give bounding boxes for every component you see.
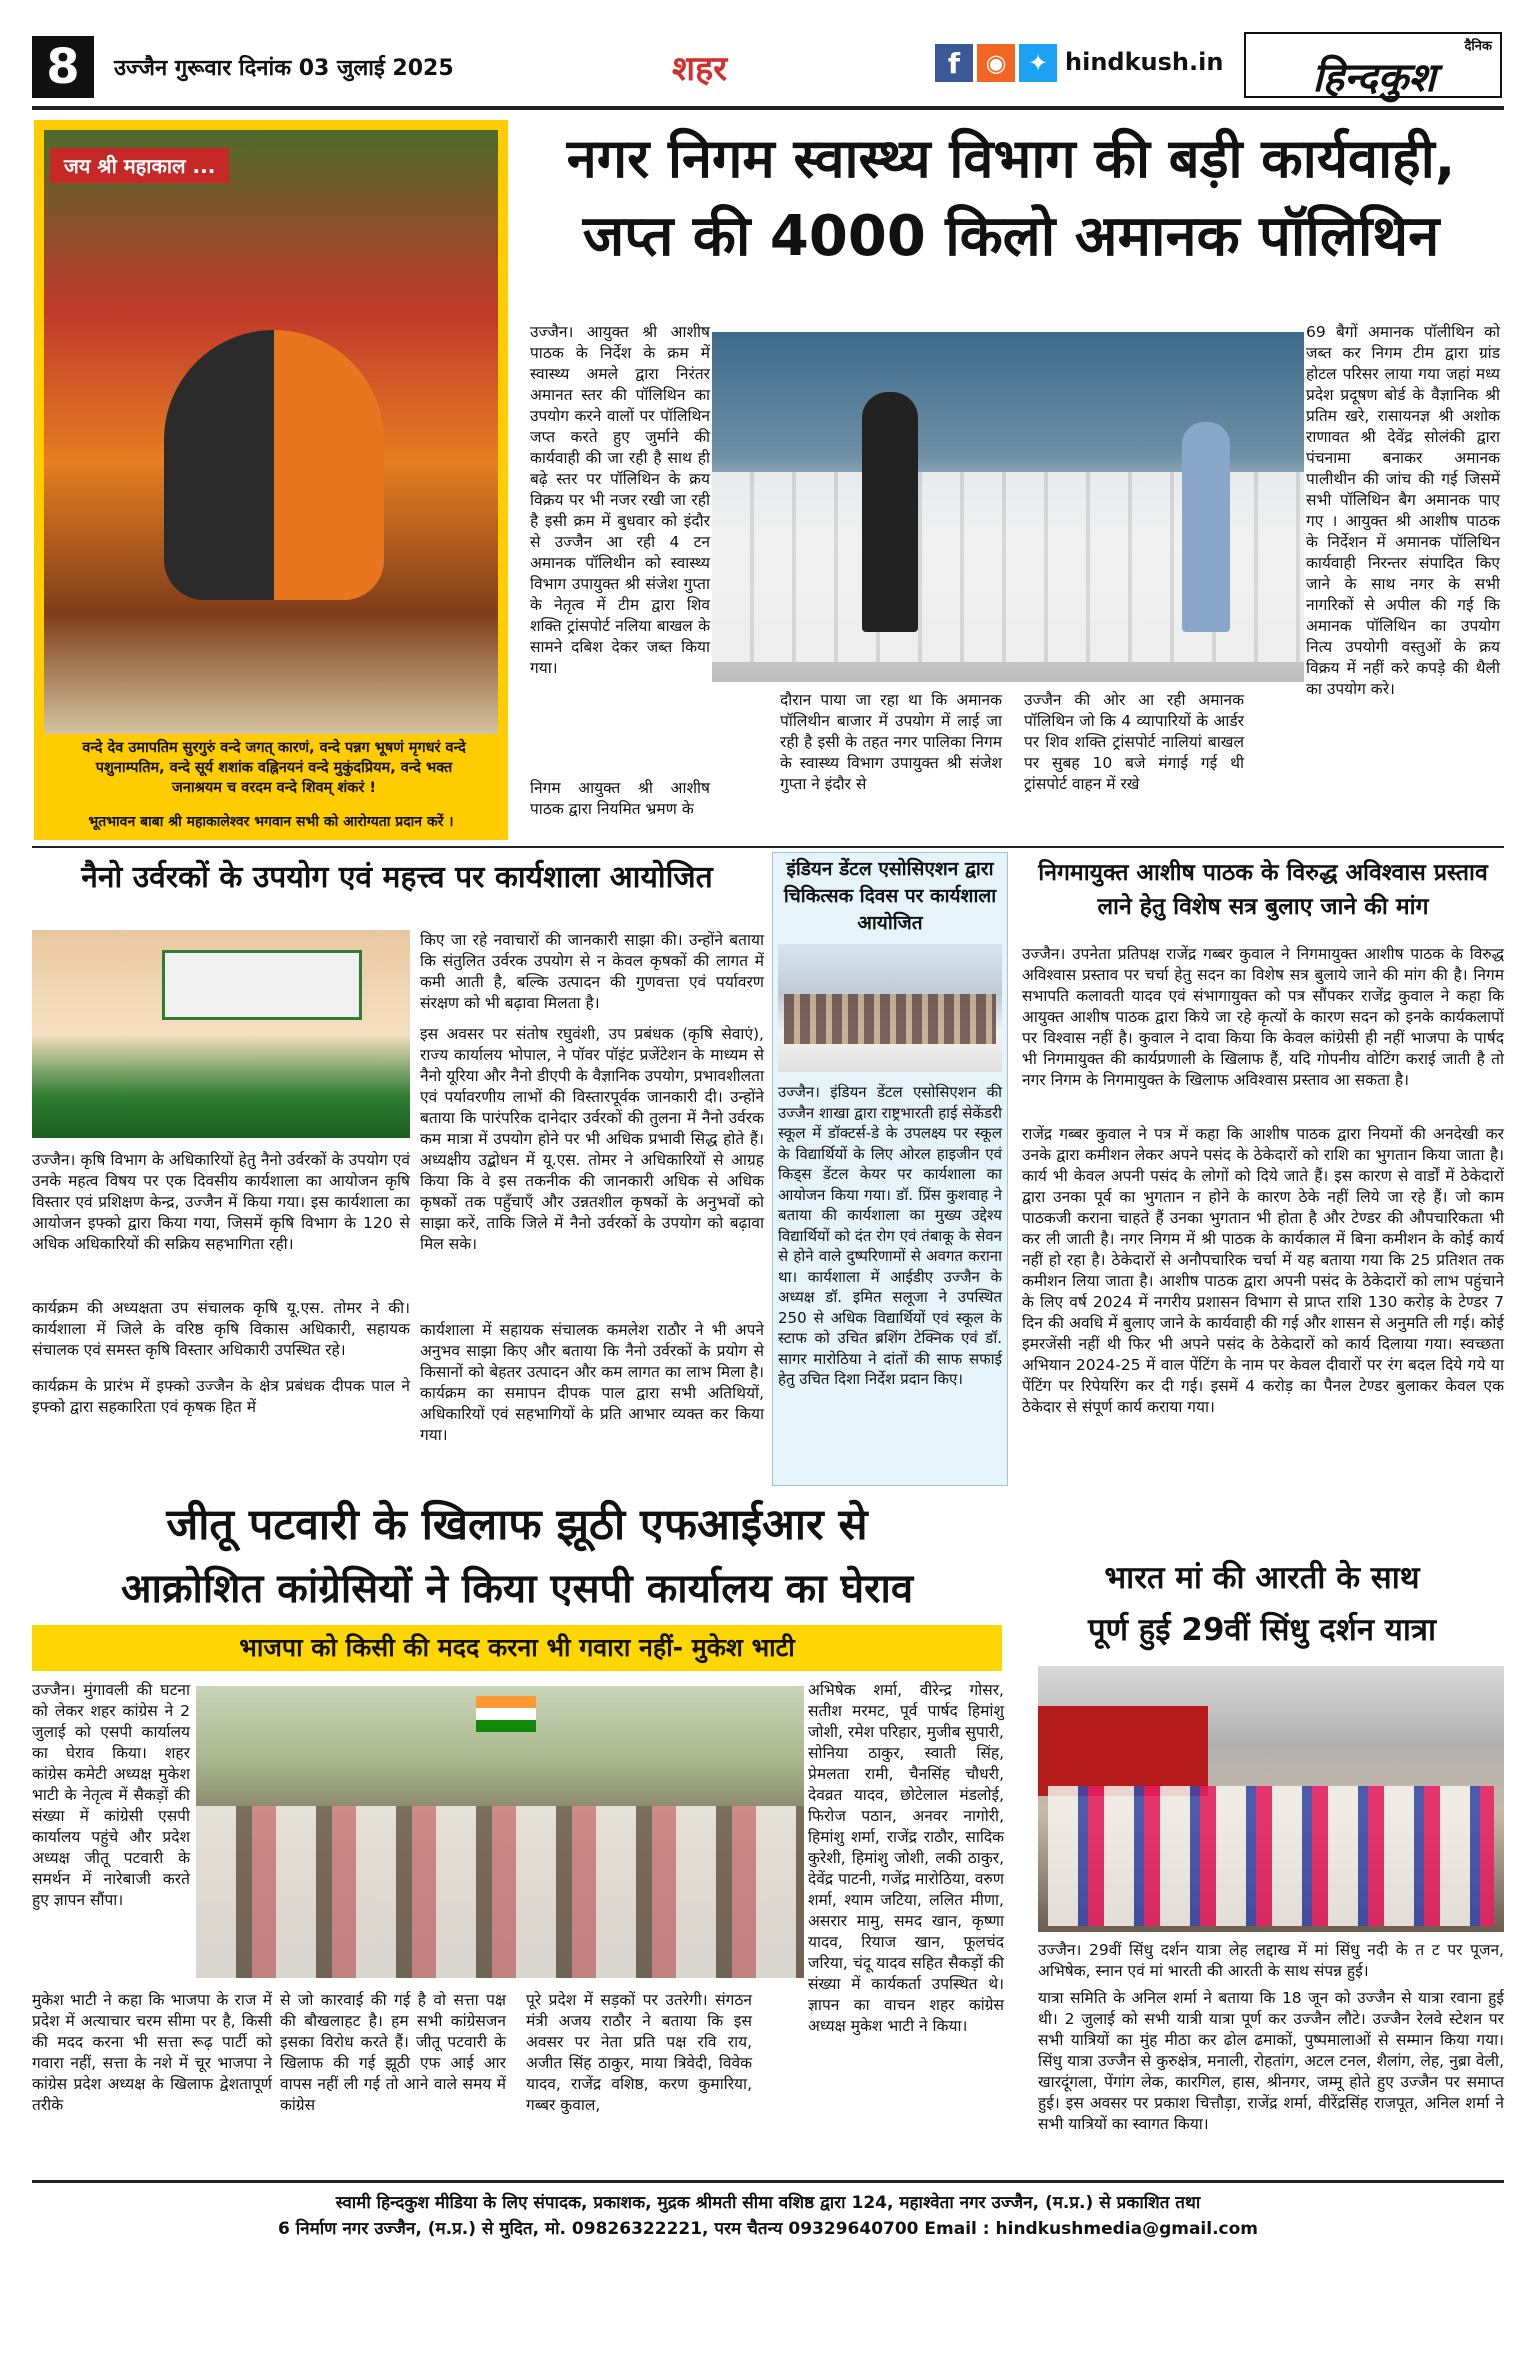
train-coach: [1038, 1706, 1208, 1796]
blessing-text: भूतभावन बाबा श्री महाकालेश्वर भगवान सभी को आरोग्यता प्रदान करें ।: [88, 814, 454, 830]
nano-p3: कार्यक्रम के प्रारंभ में इफ्को उज्जैन के क्षेत्र प्रबंधक दीपक पाल ने इफ्को द्वारा सहकारिता एवं कृषक हित में: [32, 1377, 410, 1416]
dateline: उज्जैन गुरूवार दिनांक 03 जुलाई 2025: [114, 56, 454, 81]
lead-col4: 69 बैगों अमानक पॉलीथिन को जब्त कर निगम टीम द्वारा ग्रांड होटल परिसर लाया गया जहां मध्य प्रदेश प्रदूषण बोर्ड के वैज्ञानिक श्री प्रतिम खरे, रासायनज्ञ श्री अशोक राणावत श्री देवेंद्र सोलंकी द्वारा पंचनामा बनाकर अमानक पालीथीन की जांच की गई जिसमें सभी पॉलिथिन बैग अमानक पाए गए । आयुक्त श्री आशीष पाठक के निर्देशन में अमानक पॉलिथिन कार्यवाही निरन्तर संपादित किए जाने के साथ नगर के सभी नागरिकों से अपील की गई कि अमानक पॉलिथिन का उपयोग नित्य उपयोगी वस्तुओं के क्रय विक्रय में नहीं करे कपड़े की थैली का उपयोग करे।: [1306, 323, 1500, 698]
jitu-c1b: मुकेश भाटी ने कहा कि भाजपा के राज में प्रदेश में अत्याचार चरम सीमा पर है, किसी की मदद करना भी सत्ता रूढ़ पार्टी को गवारा नहीं, सत्ता के नशे में चूर भाजपा ने कांग्रेस प्रदेश अध्यक्ष के खिलाफ द्वेशतापूर्ण तरीके: [32, 1991, 272, 2114]
page-number: 8: [32, 36, 94, 98]
lead-col1: उज्जैन। आयुक्त श्री आशीष पाठक के निर्देश के क्रम में स्वास्थ्य अमले द्वारा निरंतर अमानत स्तर की पॉलिथिन का उपयोग करने वालों पर पॉलिथिन जप्त करते हुए जुर्माने की कार्यवाही की जा रही है साथ ही बढ़े स्तर पर पॉलिथिन के क्रय विक्रय पर भी नजर रखी जा रही है इसी क्रम में बुधवार को इंदौर से उज्जैन आ रही 4 टन अमानक पॉलिथीन को स्वास्थ्य विभाग उपायुक्त श्री संजेश गुप्ता के नेतृत्व में टीम द्वारा शिव शक्ति ट्रांसपोर्ट नलिया बाखल के सामने दबिश देकर जब्त किया गया।: [530, 323, 710, 677]
sindhu-p1: उज्जैन। 29वीं सिंधु दर्शन यात्रा लेह लद्दाख में मां सिंधु नदी के त ट पर पूजन, अभिषेक, स्नान एवं मां भारती की आरती के साथ संपन्न हुई।: [1038, 1941, 1504, 1980]
masthead-rule: [32, 106, 1504, 110]
nano-headline: नैनो उर्वरकों के उपयोग एवं महत्त्व पर कार्यशाला आयोजित: [81, 860, 713, 895]
jitu-headline-1: जीतू पटवारी के खिलाफ झूठी एफआईआर से: [166, 1500, 868, 1550]
dental-group-photo: [778, 944, 1002, 1072]
nano-workshop-photo: [32, 930, 410, 1138]
protest-crowd: [196, 1806, 804, 1978]
rss-icon[interactable]: ◉: [977, 44, 1015, 82]
sindhu-headline-1: भारत मां की आरती के साथ: [1104, 1560, 1420, 1596]
jitu-c4: अभिषेक शर्मा, वीरेन्द्र गोसर, सतीश मरमट, पूर्व पार्षद हिमांशु जोशी, रमेश परिहार, मुजीब सुपारी, सोनिया ठाकुर, स्वाती सिंह, प्रेमलता रामी, चैनसिंह चौधरी, देवव्रत यादव, छोटेलाल मंडलोई, फिरोज पठान, अनवर नागोरी, हिमांशु शर्मा, राजेंद्र राठौर, सादिक कुरेशी, हिमांशु जोशी, लकी ठाकुर, देवेंद्र पाटनी, गजेंद्र मारोठिया, वरुण शर्मा, श्याम जटिया, ललित मीणा, असरार मामु, समद खान, कृष्णा यादव, रियाज खान, फूलचंद जरिया, चंदू यादव सहित सैकड़ों की संख्या में कार्यकर्ता उपस्थित थे। ज्ञापन का वाचन शहर कांग्रेस अध्यक्ष मुकेश भाटी ने किया।: [808, 1681, 1004, 2035]
website-link[interactable]: hindkush.in: [1065, 48, 1224, 76]
jitu-c1a: उज्जैन। मुंगावली की घटना को लेकर शहर कांग्रेस ने 2 जुलाई को एसपी कार्यालय का घेराव किया। शहर कांग्रेस कमेटी अध्यक्ष मुकेश भाटी के नेतृत्व में सैकड़ों की संख्या में कांग्रेसी एसपी कार्यालय पहुंचे और प्रदेश अध्यक्ष जीतू पटवारी के समर्थन में नारेबाजी करते हुए ज्ञापन सौंपा।: [32, 1681, 190, 1909]
mahakal-photo: [44, 130, 498, 734]
lead-col3: उज्जैन की ओर आ रही अमानक पॉलिथिन जो कि 4 व्यापारियों के आर्डर पर शिव शक्ति ट्रांसपोर्ट नालियां बाखल पर सुबह 10 बजे मंगाई गई थी ट्रांसपोर्ट वाहन में रखे: [1024, 691, 1244, 793]
flag-icon: [476, 1696, 536, 1732]
official-figure: [1182, 422, 1230, 632]
shlok-text: वन्दे देव उमापतिम सुरगुरुं वन्दे जगत् कारणं, वन्दे पन्नग भूषणं मृगधरं वन्दे पशुनाम्पतिम, वन्दे सूर्य शशांक वह्निनयनं वन्दे मुकुंदप्रियम, वन्दे भक्त जनाश्रयम च वरदम वन्दे शिवम् शंकरं !: [82, 740, 466, 796]
twitter-icon[interactable]: ✦: [1019, 44, 1057, 82]
crowd: [784, 994, 996, 1044]
nano-p5: इस अवसर पर संतोष रघुवंशी, उप प्रबंधक (कृषि सेवाएं), राज्य कार्यालय भोपाल, ने पॉवर पॉइंट प्रजेंटेशन के माध्यम से नैनो यूरिया और नैनो डीएपी के वैज्ञानिक उपयोग, प्रभावशीलता एवं पर्यावरणीय लाभों की विस्तारपूर्वक जानकारी दी। उन्होंने बताया कि पारंपरिक दानेदार उर्वरकों की तुलना में नैनो उर्वरक कम मात्रा में उपयोग होने पर भी अधिक प्रभावी सिद्ध होते हैं। अध्यक्षीय उद्बोधन में यू.एस. तोमर ने अधिकारियों से आग्रह किया कि वे इस तकनीक की जानकारी अधिक से अधिक कृषकों तक पहुँचाएँ और उन्नतशील कृषकों के अनुभवों को साझा करें, ताकि जिले में नैनो उर्वरकों के उपयोग को बढ़ावा मिल सके।: [420, 1025, 764, 1253]
nano-p4: किए जा रहे नवाचारों की जानकारी साझा की। उन्होंने बताया कि संतुलित उर्वरक उपयोग से न केवल कृषकों की लागत में कमी आती है, बल्कि उत्पादन की गुणवत्ता एवं पर्यावरण संरक्षण को भी बढ़ावा मिलता है।: [420, 931, 764, 1012]
lead-col2: दौरान पाया जा रहा था कि अमानक पॉलिथीन बाजार में उपयोग में लाई जा रही है इसी के तहत नगर पालिका निगम के स्वास्थ्य विभाग उपायुक्त श्री संजेश गुप्ता ने इंदौर से: [780, 691, 1002, 793]
lead-headline-1: नगर निगम स्वास्थ्य विभाग की बड़ी कार्यवाही,: [566, 127, 1456, 190]
dental-headline: इंडियन डेंटल एसोसिएशन द्वारा चिकित्सक दिवस पर कार्यशाला आयोजित: [783, 858, 997, 934]
polythene-seizure-photo: [712, 332, 1304, 682]
yatra-station-photo: [1038, 1666, 1504, 1932]
dental-body: उज्जैन। इंडियन डेंटल एसोसिएशन की उज्जैन शाखा द्वारा राष्ट्रभारती हाई सेकेंडरी स्कूल में डॉक्टर्स-डे के उपलक्ष्य पर स्कूल के विद्यार्थियों के लिए ओरल हाइजीन एवं किड्स डेंटल केयर पर कार्यशाला का आयोजन किया गया। डॉ. प्रिंस कुशवाह ने बताया की कार्यशाला का मुख्य उद्देश्य विद्यार्थियों को दंत रोग एवं तंबाकू के सेवन से होने वाले दुष्परिणामों से अवगत कराना था। कार्यशाला में आईडीए उज्जैन के अध्यक्ष डॉ. इमित सलूजा ने उपस्थित 250 से अधिक विद्यार्थियों एवं स्कूल के स्टाफ को उचित ब्रशिंग टेक्निक एवं डॉ. सागर मारोठिया ने दांतों की साफ सफाई हेतु उचित दिशा निर्देश प्रदान किए।: [778, 1083, 1002, 1388]
brand-small: दैनिक: [1464, 39, 1492, 54]
nano-p2: कार्यक्रम की अध्यक्षता उप संचालक कृषि यू.एस. तोमर ने की। कार्यशाला में जिले के वरिष्ठ कृषि विकास अधिकारी, सहायक संचालक एवं समस्त कृषि विस्तार अधिकारी उपस्थित रहे।: [32, 1299, 410, 1359]
brand-logo: हिन्दकुश: [1312, 54, 1436, 101]
nigam-headline: निगमायुक्त आशीष पाठक के विरुद्ध अविश्वास प्रस्ताव लाने हेतु विशेष सत्र बुलाए जाने की मांग: [1038, 860, 1488, 920]
jitu-c2: से जो कारवाई की गई है वो सत्ता पक्ष की बौखलाहट है। हम सभी कांग्रेसजन इसका विरोध करते हैं। जीतू पटवारी के खिलाफ की गई झूठी एफ आई आर वापस नहीं ली गई तो आने वाले समय में कांग्रेस: [280, 1991, 506, 2114]
pilgrims-group: [1048, 1786, 1494, 1926]
mahakal-tag: जय श्री महाकाल ...: [50, 148, 229, 183]
mahakal-box: [34, 120, 508, 840]
masthead: [32, 30, 1504, 104]
lead-col1b: निगम आयुक्त श्री आशीष पाठक द्वारा नियमित भ्रमण के: [530, 779, 710, 818]
nigam-p1: उज्जैन। उपनेता प्रतिपक्ष राजेंद्र गब्बर कुवाल ने निगमायुक्त आशीष पाठक के विरुद्ध अविश्वास प्रस्ताव पर चर्चा हेतु सदन का विशेष सत्र बुलाये जाने की मांग की है। निगम सभापति कलावती यादव एवं संभागायुक्त को पत्र सौंपकर राजेंद्र कुवाल ने कहा कि आयुक्त आशीष पाठक द्वारा किये जा रहे कृत्यों के कारण सदन को इनके कार्यकलापों पर विश्वास नहीं है। कुवाल ने दावा किया कि केवल कांग्रेसी ही नहीं भाजपा के पार्षद भी निगमायुक्त की कार्यप्रणाली के खिलाफ हैं, यदि गोपनीय वोटिंग कराई जाती है तो नगर निगम के निगमायुक्त के खिलाफ अविश्वास प्रस्ताव आ सकता है।: [1022, 945, 1504, 1089]
lead-headline-2: जप्त की 4000 किलो अमानक पॉलिथिन: [582, 204, 1440, 269]
footer-rule: [32, 2180, 1504, 2183]
stage-banner: [162, 950, 362, 1020]
sindhu-p2: यात्रा समिति के अनिल शर्मा ने बताया कि 18 जून को उज्जैन से यात्रा रवाना हुई थी। 2 जुलाई को सभी यात्री यात्रा पूर्ण कर उज्जैन लौटे। उज्जैन रेलवे स्टेशन पर सभी यात्रियों का मुंह मीठा कर ढोल ढमाकों, पुष्पमालाओं से सम्मान किया गया। सिंधु यात्रा उज्जैन से कुरुक्षेत्र, मनाली, रोहतांग, अटल टनल, शैलांग, लेह, नुब्रा वेली, खारदूंगला, पेंगांग लेक, कारगिल, हास, श्रीनगर, जम्मू होते हुए उज्जैन पर समाप्त हुई। इस अवसर पर प्रकाश चित्तौड़ा, राजेंद्र शर्मा, वीरेंद्रसिंह राजपूत, अनिल शर्मा ने सभी यात्रियों का स्वागत किया।: [1038, 1989, 1504, 2133]
shivling-face: [164, 330, 384, 600]
jitu-subhead: भाजपा को किसी की मदद करना भी गवारा नहीं- मुकेश भाटी: [32, 1625, 1002, 1671]
jitu-headline-2: आक्रोशित कांग्रेसियों ने किया एसपी कार्यालय का घेराव: [120, 1566, 914, 1612]
jitu-c3: पूरे प्रदेश में सड़कों पर उतरेगी। संगठन मंत्री अजय राठौर ने बताया कि इस अवसर पर नेता प्रति पक्ष रवि राय, अजीत सिंह ठाकुर, माया त्रिवेदी, विवेक यादव, राजेंद्र वशिष्ठ, करण कुमारिया, गब्बर कुवाल,: [526, 1991, 752, 2114]
section-name: शहर: [672, 49, 728, 89]
divider: [32, 846, 1504, 848]
nigam-p2: राजेंद्र गब्बर कुवाल ने पत्र में कहा कि आशीष पाठक द्वारा नियमों की अनदेखी कर उनके द्वारा कमीशन लेकर अपने पसंद के ठेकेदारों को राशि का भुगतान किया जाता है। कार्य भी केवल अपनी पसंद के लोगों को दिये जाते हैं। इस कारण से वार्डों में ठेकेदारों द्वारा उनका पूर्व का भुगतान न होने के कारण ठेके नहीं लिये जा रहे हैं। जो काम पाठकजी कराना चाहते हैं उनका भुगतान भी होता है और टेण्डर की औपचारिकता भी कर ली जाती है। नगर निगम में श्री पाठक के कार्यकाल में बिना कमीशन के कोई कार्य नहीं हो रहा है। ठेकेदारों से अनौपचारिक चर्चा में यह बताया गया कि 25 प्रतिशत तक कमीशन लिया जाता है। आशीष पाठक द्वारा अपनी पसंद के ठेकेदारों को लाभ पहुंचाने के लिए वर्ष 2024 में नगरीय प्रशासन विभाग से प्राप्त राशि 130 करोड़ के टेण्डर 7 दिन की अवधि में बुलाए जाने के कार्यवाही की गई और शासन से अनुमति ली गई। कोई इमरजेंसी नहीं थी फिर भी अपने पसंद के ठेकेदारों को कार्य दिलाया गया। स्वच्छता अभियान 2024-25 में वाल पेंटिंग के नाम पर केवल दीवारों पर रंग बदल दिये गये या पेंटिंग पर रिपेयरिंग कर दी गई। इसमें 4 करोड़ का पैनल टेण्डर बुलाकर केवल एक ठेकेदार से संपूर्ण कार्य कराया गया।: [1022, 1125, 1504, 1416]
official-figure: [862, 392, 918, 632]
nano-p1: उज्जैन। कृषि विभाग के अधिकारियों हेतु नैनो उर्वरकों के उपयोग एवं उनके महत्व विषय पर एक दिवसीय कार्यशाला का आयोजन कृषि विस्तार एवं प्रशिक्षण केन्द्र, उज्जैन में किया गया। इस कार्यशाला का आयोजन इफ्को द्वारा किया गया, जिसमें कृषि विभाग के 120 से अधिक अधिकारियों की सक्रिय सहभागिता रही।: [32, 1151, 410, 1253]
nano-p6: कार्यशाला में सहायक संचालक कमलेश राठौर ने भी अपने अनुभव साझा किए और बताया कि नैनो उर्वरकों के प्रयोग से किसानों को बेहतर उत्पादन और कम लागत का लाभ मिला है। कार्यक्रम का समापन दीपक पाल द्वारा सभी अतिथियों, अधिकारियों एवं सहभागियों के प्रति आभार व्यक्त कर किया गया।: [420, 1321, 764, 1444]
facebook-icon[interactable]: f: [935, 44, 973, 82]
sindhu-headline-2: पूर्ण हुई 29वीं सिंधु दर्शन यात्रा: [1087, 1612, 1436, 1648]
footer-line-1: स्वामी हिन्दकुश मीडिया के लिए संपादक, प्रकाशक, मुद्रक श्रीमती सीमा वशिष्ठ द्वारा 124, महाश्वेता नगर उज्जैन, (म.प्र.) से प्रकाशित तथा: [335, 2193, 1201, 2213]
footer-line-2: 6 निर्माण नगर उज्जैन, (म.प्र.) से मुदित, मो. 09826322221, परम चैतन्य 09329640700 Email : hindkushmedia@gmail.com: [278, 2219, 1258, 2239]
protest-photo: [196, 1686, 804, 1978]
brand-box: [1244, 32, 1502, 101]
